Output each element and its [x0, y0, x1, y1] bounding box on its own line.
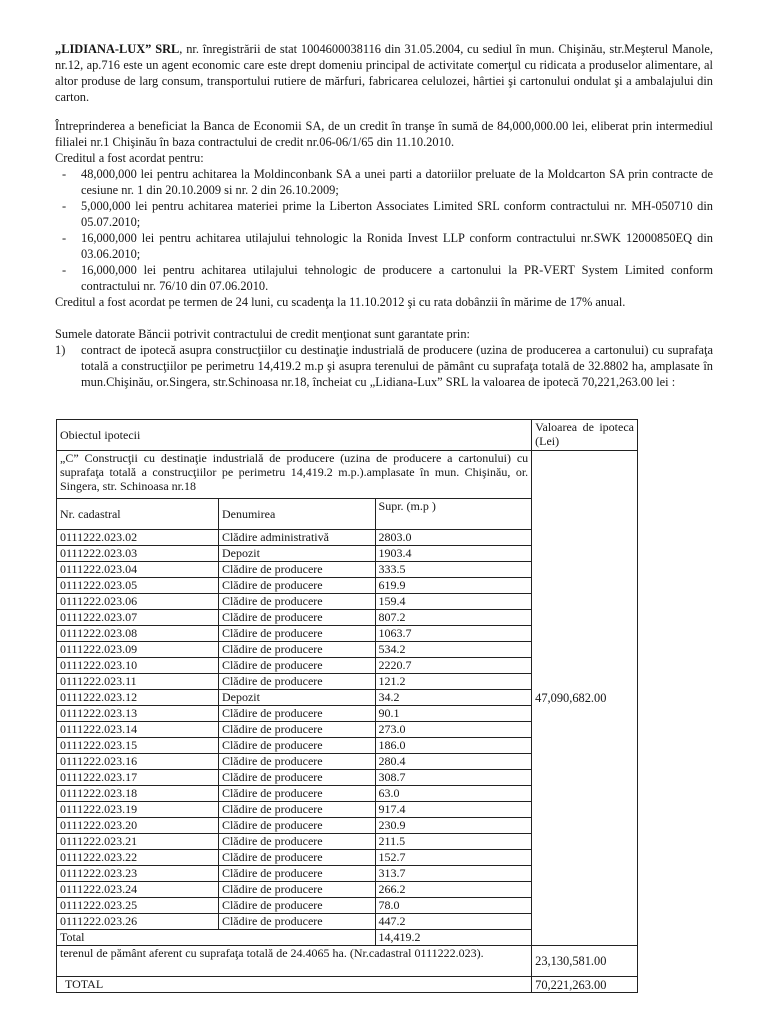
guarantee-number: 1) [55, 343, 66, 357]
list-item: - 5,000,000 lei pentru achitarea materiei prime la Liberton Associates Limited SRL conform contractului nr. MH-050710 din 05.07.2010; [55, 198, 713, 230]
building-name: Clădire de producere [218, 866, 375, 882]
building-area: 186.0 [375, 738, 532, 754]
intro-paragraph [55, 41, 713, 105]
cadastral-number: 0111222.023.20 [57, 818, 219, 834]
cadastral-number: 0111222.023.13 [57, 706, 219, 722]
cadastral-number: 0111222.023.16 [57, 754, 219, 770]
grand-total-row [57, 977, 638, 993]
building-area: 333.5 [375, 562, 532, 578]
table-header-row [57, 420, 638, 451]
cadastral-number: 0111222.023.25 [57, 898, 219, 914]
company-name: „LIDIANA-LUX” SRL [55, 42, 180, 56]
list-item: - 16,000,000 lei pentru achitarea utilajului tehnologic de producere a cartonului la PR-VERT System Limited conform contractului nr. 76/10 din 07.06.2010. [55, 262, 713, 294]
credit-section [55, 118, 713, 310]
guarantee-text: contract de ipotecă asupra construcţiilor cu destinaţie industrială de producere (uzina de producerea a cartonului) cu suprafaţa totală a construcţiilor pe perimetru 14,419.2 m.p şi asupra terenului de pământ cu suprafaţa totală de 32.8802 ha, amplasate în mun.Chişinău, or.Singera, str.Schinoasa nr.18, încheiat cu „Lidiana-Lux” SRL la valoarea de ipotecă 70,221,263.00 lei : [81, 343, 713, 389]
building-area: 34.2 [375, 690, 532, 706]
cadastral-number: 0111222.023.22 [57, 850, 219, 866]
building-area: 63.0 [375, 786, 532, 802]
cadastral-number: 0111222.023.26 [57, 914, 219, 930]
list-item: - 16,000,000 lei pentru achitarea utilajului tehnologic la Ronida Invest LLP conform contractului nr.SWK 12000850EQ din 03.06.2010; [55, 230, 713, 262]
guarantee-intro: Sumele datorate Băncii potrivit contractului de credit menţionat sunt garantate prin: [55, 327, 470, 341]
col-cadastral-header: Nr. cadastral [57, 499, 219, 530]
land-row [57, 946, 638, 977]
building-name: Clădire de producere [218, 754, 375, 770]
cadastral-number: 0111222.023.04 [57, 562, 219, 578]
cadastral-number: 0111222.023.10 [57, 658, 219, 674]
credit-term-paragraph: Creditul a fost acordat pe termen de 24 luni, cu scadenţa la 11.10.2012 şi cu rata dobânzii în mărime de 17% anual. [55, 295, 626, 309]
mortgage-table [56, 419, 638, 993]
cadastral-number: 0111222.023.11 [57, 674, 219, 690]
cadastral-number: 0111222.023.24 [57, 882, 219, 898]
building-area: 266.2 [375, 882, 532, 898]
group-description-row [57, 451, 638, 499]
building-name: Clădire de producere [218, 738, 375, 754]
list-item: - 48,000,000 lei pentru achitarea la Moldinconbank SA a unei parti a datoriilor preluate de la Moldcarton SA prin contracte de cesiune nr. 1 din 20.10.2009 si nr. 2 din 26.10.2009; [55, 166, 713, 198]
col-area-header: Supr. (m.p ) [375, 499, 532, 530]
cadastral-number: 0111222.023.03 [57, 546, 219, 562]
buildings-value: 47,090,682.00 [532, 451, 638, 946]
credit-paragraph: Întreprinderea a beneficiat la Banca de Economii SA, de un credit în tranşe în sumă de 84,000,000.00 lei, eliberat prin intermediul filialei nr.1 Chişinău în baza contractului de credit nr.06-06/1/65 din 11.10.2010. [55, 119, 713, 149]
group-description: „C” Construcţii cu destinaţie industrială de producere (uzina de producere a cartonului) cu suprafaţa totală a construcţiilor pe perimetru 14,419.2 m.p.).amplasate în mun. Chişinău, or. Singera, str. Schinoasa nr.18 [57, 451, 532, 499]
building-name: Clădire de producere [218, 914, 375, 930]
building-area: 152.7 [375, 850, 532, 866]
building-area: 619.9 [375, 578, 532, 594]
building-name: Clădire de producere [218, 802, 375, 818]
guarantee-section [55, 326, 713, 390]
building-area: 2220.7 [375, 658, 532, 674]
building-name: Clădire administrativă [218, 530, 375, 546]
building-area: 90.1 [375, 706, 532, 722]
cadastral-number: 0111222.023.15 [57, 738, 219, 754]
building-name: Depozit [218, 690, 375, 706]
total-spacer [218, 930, 375, 946]
credit-purpose-list [55, 166, 713, 294]
header-object: Obiectul ipotecii [57, 420, 532, 451]
header-value: Valoarea de ipoteca (Lei) [532, 420, 638, 451]
total-label: Total [57, 930, 219, 946]
building-area: 447.2 [375, 914, 532, 930]
building-area: 1903.4 [375, 546, 532, 562]
guarantee-item [55, 342, 713, 390]
cadastral-number: 0111222.023.17 [57, 770, 219, 786]
cadastral-number: 0111222.023.09 [57, 642, 219, 658]
building-name: Clădire de producere [218, 658, 375, 674]
building-area: 211.5 [375, 834, 532, 850]
cadastral-number: 0111222.023.21 [57, 834, 219, 850]
building-name: Clădire de producere [218, 722, 375, 738]
building-name: Clădire de producere [218, 818, 375, 834]
building-name: Clădire de producere [218, 594, 375, 610]
building-area: 273.0 [375, 722, 532, 738]
building-area: 308.7 [375, 770, 532, 786]
building-name: Clădire de producere [218, 610, 375, 626]
credit-purpose-heading: Creditul a fost acordat pentru: [55, 151, 204, 165]
land-value: 23,130,581.00 [532, 946, 638, 977]
land-description: terenul de pământ aferent cu suprafaţa totală de 24.4065 ha. (Nr.cadastral 0111222.023). [57, 946, 532, 977]
cadastral-number: 0111222.023.23 [57, 866, 219, 882]
building-area: 1063.7 [375, 626, 532, 642]
cadastral-number: 0111222.023.19 [57, 802, 219, 818]
building-name: Clădire de producere [218, 706, 375, 722]
building-name: Clădire de producere [218, 642, 375, 658]
building-name: Clădire de producere [218, 898, 375, 914]
total-value: 14,419.2 [375, 930, 532, 946]
cadastral-number: 0111222.023.18 [57, 786, 219, 802]
cadastral-number: 0111222.023.06 [57, 594, 219, 610]
building-name: Clădire de producere [218, 770, 375, 786]
intro-text: , nr. înregistrării de stat 1004600038116 din 31.05.2004, cu sediul în mun. Chişinău, str.Meşterul Manole, nr.12, ap.716 este un agent economic care este drept domeniu principal de activitate comerţul cu ridicata a produselor alimentare, al altor produse de larg consum, transportului rutiere de mărfuri, fabricarea celulozei, hârtiei şi cartonului ondulat şi a ambalajului din carton. [55, 42, 713, 104]
building-area: 280.4 [375, 754, 532, 770]
building-area: 121.2 [375, 674, 532, 690]
building-name: Depozit [218, 546, 375, 562]
cadastral-number: 0111222.023.12 [57, 690, 219, 706]
grand-total-value: 70,221,263.00 [532, 977, 638, 993]
cadastral-number: 0111222.023.02 [57, 530, 219, 546]
building-name: Clădire de producere [218, 786, 375, 802]
col-name-header: Denumirea [218, 499, 375, 530]
grand-total-label: TOTAL [57, 977, 532, 993]
building-area: 159.4 [375, 594, 532, 610]
building-name: Clădire de producere [218, 882, 375, 898]
cadastral-number: 0111222.023.05 [57, 578, 219, 594]
building-area: 78.0 [375, 898, 532, 914]
building-name: Clădire de producere [218, 578, 375, 594]
building-name: Clădire de producere [218, 850, 375, 866]
building-name: Clădire de producere [218, 834, 375, 850]
building-area: 313.7 [375, 866, 532, 882]
building-name: Clădire de producere [218, 562, 375, 578]
building-area: 917.4 [375, 802, 532, 818]
building-area: 534.2 [375, 642, 532, 658]
building-area: 2803.0 [375, 530, 532, 546]
building-name: Clădire de producere [218, 674, 375, 690]
building-name: Clădire de producere [218, 626, 375, 642]
cadastral-number: 0111222.023.08 [57, 626, 219, 642]
cadastral-number: 0111222.023.07 [57, 610, 219, 626]
building-area: 230.9 [375, 818, 532, 834]
building-area: 807.2 [375, 610, 532, 626]
cadastral-number: 0111222.023.14 [57, 722, 219, 738]
